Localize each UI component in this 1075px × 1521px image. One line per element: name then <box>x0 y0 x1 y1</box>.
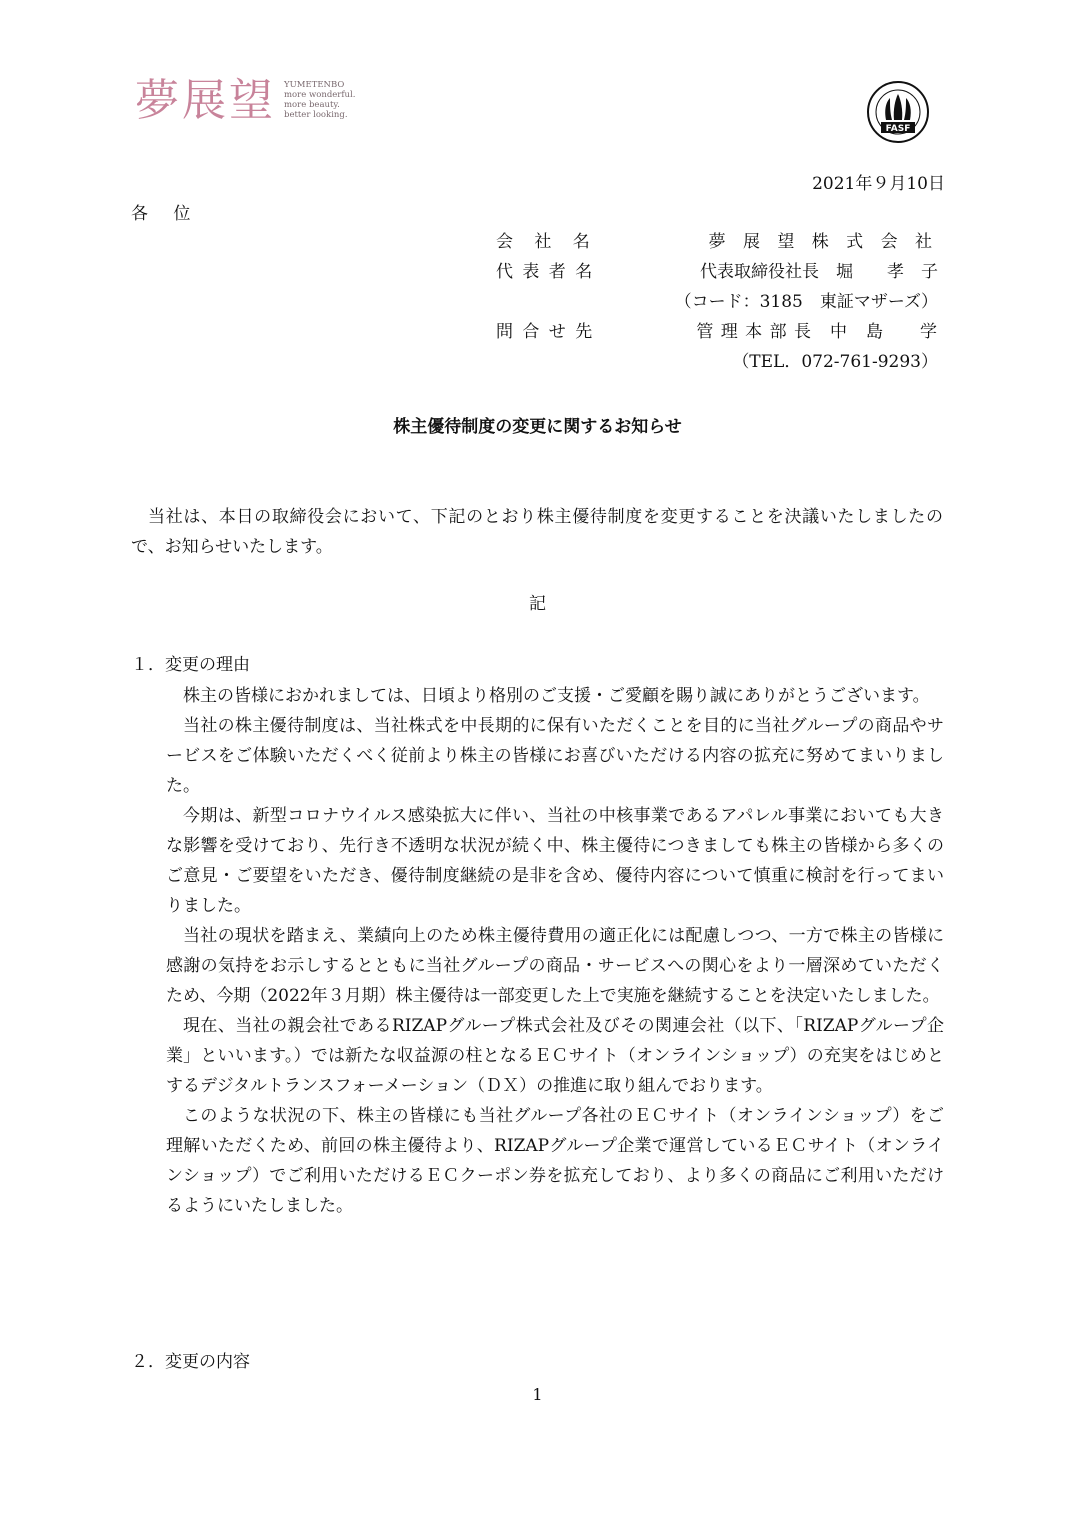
section-1-paragraph: 当社の現状を踏まえ、業績向上のため株主優待費用の適正化には配慮しつつ、一方で株主の皆様に感謝の気持をお示しするとともに当社グループの商品・サービスへの関心をより一層深めていただくため、今期（2022年３月期）株主優待は一部変更した上で実施を継続することを決定いたしました。 <box>166 926 944 1006</box>
seal-text: FASF <box>885 124 911 134</box>
intro-paragraph: 当社は、本日の取締役会において、下記のとおり株主優待制度を変更することを決議いたしましたので、お知らせいたします。 <box>131 507 943 557</box>
section-1-paragraph: このような状況の下、株主の皆様にも当社グループ各社のＥＣサイト（オンラインショップ）をご理解いただくため、前回の株主優待より、RIZAPグループ企業で運営しているＥＣサイト（オンラインショップ）でご利用いただけるＥＣクーポン券を拡充しており、より多くの商品にご利用いただけるようにいたしました。 <box>166 1106 944 1216</box>
representative-value: 代表取締役社長 堀 孝 子 <box>700 262 938 282</box>
logo-tagline <box>284 80 355 120</box>
section-1-paragraph: 当社の株主優待制度は、当社株式を中長期的に保有いただくことを目的に当社グループの商品やサービスをご体験いただくべく従前より株主の皆様にお喜びいただける内容の拡充に努めてまいりました。 <box>166 716 944 796</box>
contact-tel: （TEL．072-761-9293） <box>732 352 938 372</box>
contact-value: 管 理 本 部 長 中 島 学 <box>696 322 938 342</box>
section-2-heading: ２．変更の内容 <box>131 1352 250 1372</box>
logo-tagline-line: more beauty. <box>284 100 340 110</box>
representative-row <box>496 260 938 284</box>
company-logo <box>135 76 355 128</box>
section-1-paragraph: 今期は、新型コロナウイルス感染拡大に伴い、当社の中核事業であるアパレル事業においても大きな影響を受けており、先行き不透明な状況が続く中、株主優待につきましても株主の皆様から多くのご意見・ご要望をいただき、優待制度継続の是非を含め、優待内容について慎重に検討を行ってまいりました。 <box>166 806 944 916</box>
logo-tagline-line: YUMETENBO <box>284 80 345 90</box>
logo-tagline-line: better looking. <box>284 110 348 120</box>
representative-label: 代 表 者 名 <box>496 262 595 282</box>
company-name-label: 会 社 名 <box>496 232 598 252</box>
company-name-value: 夢 展 望 株 式 会 社 <box>708 232 938 252</box>
stock-code: （コード：3185 東証マザーズ） <box>674 292 938 312</box>
page-number: 1 <box>532 1385 543 1404</box>
company-name-row <box>496 230 938 254</box>
section-1-paragraph: 株主の皆様におかれましては、日頃より格別のご支援・ご愛顧を賜り誠にありがとうございます。 <box>183 686 930 706</box>
section-1-paragraph: 現在、当社の親会社であるRIZAPグループ株式会社及びその関連会社（以下、「RIZAPグループ企業」といいます。）では新たな収益源の柱となるＥＣサイト（オンラインショップ）の充実をはじめとするデジタルトランスフォーメーション（ＤＸ）の推進に取り組んでおります。 <box>166 1016 944 1096</box>
logo-tagline-line: more wonderful. <box>284 90 356 100</box>
document-date: 2021年９月10日 <box>812 174 945 194</box>
contact-row <box>496 320 938 344</box>
ki-marker: 記 <box>529 594 546 614</box>
salutation: 各 位 <box>131 204 201 224</box>
contact-label: 問 合 せ 先 <box>496 322 595 342</box>
section-1-body <box>166 681 944 1221</box>
section-1-heading: １．変更の理由 <box>131 655 250 675</box>
logo-text: 夢展望 <box>135 75 276 126</box>
fasf-seal-icon <box>866 80 930 144</box>
document-title: 株主優待制度の変更に関するお知らせ <box>393 417 682 437</box>
